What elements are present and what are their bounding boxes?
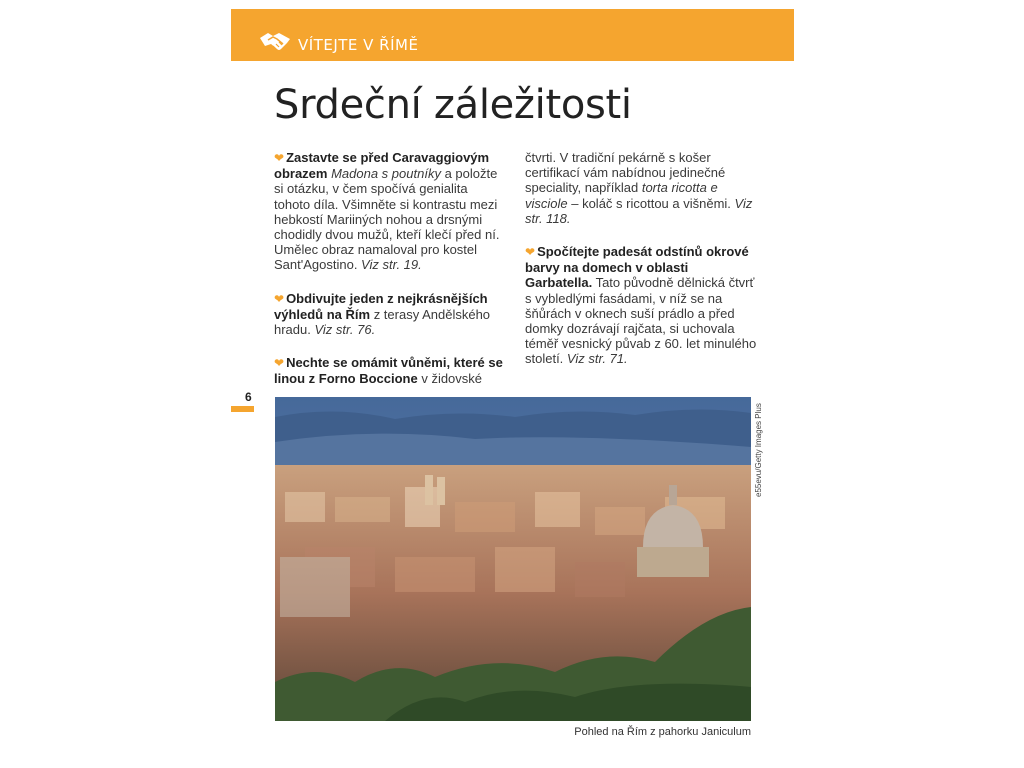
item-text: a položte si otázku, v čem spočívá genialita tohoto díla. Všimněte si kontrastu mezi hebkostí Mariiných nohou a drsnými chodidly dvou mužů, kteří klečí před ní. Umělec obraz namaloval pro kostel Sant'Agostino.	[274, 166, 500, 273]
photo-caption: Pohled na Řím z pahorku Janiculum	[574, 726, 751, 738]
item-heading: Zastavte se před Caravaggiovým obrazem	[274, 150, 490, 182]
item-italic: torta ricotta e visciole	[525, 180, 718, 211]
heart-bullet-icon: ❤	[525, 245, 536, 260]
header-title: VÍTEJTE V ŘÍMĚ	[298, 36, 419, 54]
list-item	[274, 355, 506, 386]
rome-panorama-photo	[275, 397, 751, 721]
list-item	[274, 150, 506, 273]
item-text: Tato původně dělnická čtvrť s vybledlými fasádami, v níž se na šňůrách v oknech suší prádlo a před domky dozrávají rajčata, si uchovala téměř vesnický půvab z 60. let minulého století.	[525, 275, 757, 367]
right-column	[525, 150, 757, 385]
left-column	[274, 150, 506, 405]
page-reference: Viz str. 71.	[566, 351, 628, 367]
list-item	[525, 150, 757, 226]
page-title: Srdeční záležitosti	[274, 82, 632, 128]
page-number: 6	[245, 390, 252, 404]
page-reference: Viz str. 76.	[314, 322, 376, 338]
item-heading: Obdivujte jeden z nejkrásnějších výhledů na Řím	[274, 290, 488, 322]
list-item	[274, 291, 506, 338]
page-number-marker	[231, 406, 254, 412]
item-text: v židovské	[417, 371, 483, 387]
heart-bullet-icon: ❤	[274, 151, 285, 165]
item-heading: Nechte se omámit vůněmi, které se linou z Forno Boccione	[274, 355, 503, 387]
page-reference: Viz str. 19.	[361, 257, 422, 273]
item-text: z terasy Andělského hradu.	[274, 306, 491, 338]
page-reference: Viz str. 118.	[525, 195, 753, 226]
photo-credit: e55evu/Getty Images Plus	[754, 403, 763, 497]
header-bar	[231, 9, 794, 61]
item-italic: Madona s poutníky	[331, 166, 441, 182]
item-text: čtvrti. V tradiční pekárně s košer certifikací vám nabídnou jedinečné speciality, například	[525, 150, 726, 196]
item-heading: Spočítejte padesát odstínů okrové barvy na domech v oblasti Garbatella.	[525, 244, 749, 291]
heart-bullet-icon: ❤	[274, 291, 285, 306]
list-item	[525, 244, 757, 367]
heart-bullet-icon: ❤	[274, 356, 285, 371]
item-text: – koláč s ricottou a višněmi.	[567, 195, 735, 211]
handshake-icon	[259, 31, 291, 53]
